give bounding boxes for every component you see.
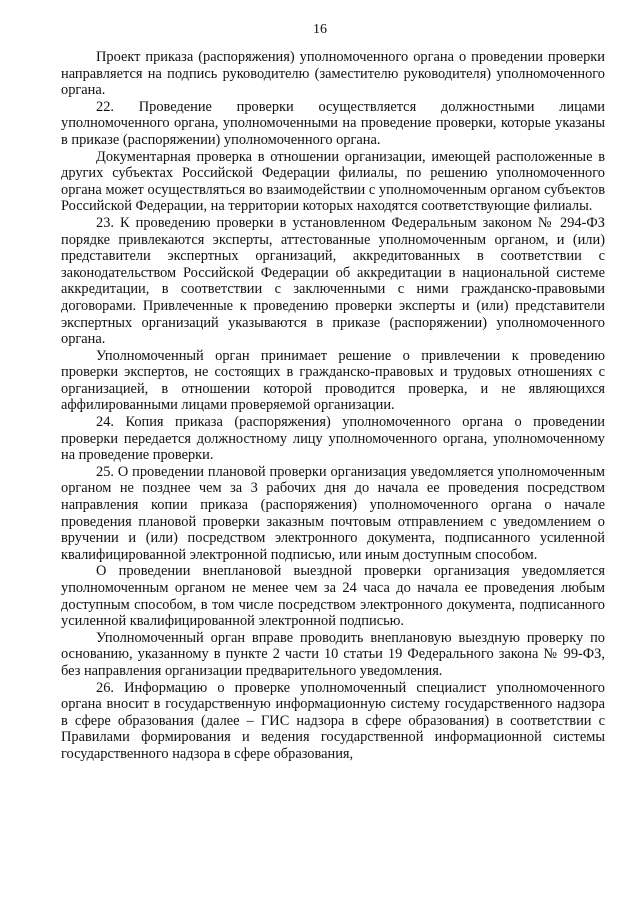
paragraph-unscheduled-without-notice: Уполномоченный орган вправе проводить внеплановую выездную проверку по основанию, указанному в пункте 2 части 10 статьи 19 Федерального закона № 99-ФЗ, без направления организации предварительного уведомления. bbox=[61, 629, 605, 679]
document-body bbox=[61, 49, 605, 763]
paragraph-draft-order: Проект приказа (распоряжения) уполномоченного органа о проведении проверки направляется на подпись руководителю (заместителю руководителя) уполномоченного органа. bbox=[61, 49, 605, 99]
paragraph-25: 25. О проведении плановой проверки организация уведомляется уполномоченным органом не позднее чем за 3 рабочих дня до начала ее проведения посредством направления копии приказа (распоряжения) уполномоченного органа о начале проведения плановой проверки заказным почтовым отправлением с уведомлением о вручении и (или) посредством электронного документа, подписанного усиленной квалифицированной электронной подписью, или иным доступным способом. bbox=[61, 463, 605, 563]
paragraph-22: 22. Проведение проверки осуществляется должностными лицами уполномоченного органа, уполномоченными на проведение проверки, которые указаны в приказе (распоряжении) уполномоченного органа. bbox=[61, 98, 605, 148]
paragraph-24: 24. Копия приказа (распоряжения) уполномоченного органа о проведении проверки передается должностному лицу уполномоченного органа, уполномоченному на проведение проверки. bbox=[61, 414, 605, 464]
paragraph-23: 23. К проведению проверки в установленном Федеральным законом № 294-ФЗ порядке привлекаются эксперты, аттестованные уполномоченным органом, и (или) представители экспертных организаций, аккредитованных в соответствии с законодательством Российской Федерации об аккредитации в национальной системе аккредитации, в соответствии с заключенными с ними гражданско-правовыми договорами. Привлеченные к проведению проверки эксперты и (или) представители экспертных организаций указываются в приказе (распоряжении) уполномоченного органа. bbox=[61, 214, 605, 348]
paragraph-26: 26. Информацию о проверке уполномоченный специалист уполномоченного органа вносит в государственную информационную систему государственного надзора в сфере образования (далее – ГИС надзора в сфере образования) в соответствии с Правилами формирования и ведения государственной информационной системы государственного надзора в сфере образования, bbox=[61, 679, 605, 762]
paragraph-experts-decision: Уполномоченный орган принимает решение о привлечении к проведению проверки экспертов, не состоящих в гражданско-правовых и трудовых отношениях с организацией, в отношении которой проводится проверка, и не являющихся аффилированными лицами проверяемой организации. bbox=[61, 347, 605, 414]
paragraph-documentary-check: Документарная проверка в отношении организации, имеющей расположенные в других субъектах Российской Федерации филиалы, по решению уполномоченного органа может осуществляться во взаимодействии с уполномоченным органом субъектов Российской Федерации, на территории которых находятся соответствующие филиалы. bbox=[61, 148, 605, 215]
page-number: 16 bbox=[313, 22, 327, 37]
paragraph-unscheduled-notice: О проведении внеплановой выездной проверки организация уведомляется уполномоченным органом не менее чем за 24 часа до начала ее проведения любым доступным способом, в том числе посредством электронного документа, подписанного усиленной квалифицированной электронной подписью. bbox=[61, 563, 605, 630]
